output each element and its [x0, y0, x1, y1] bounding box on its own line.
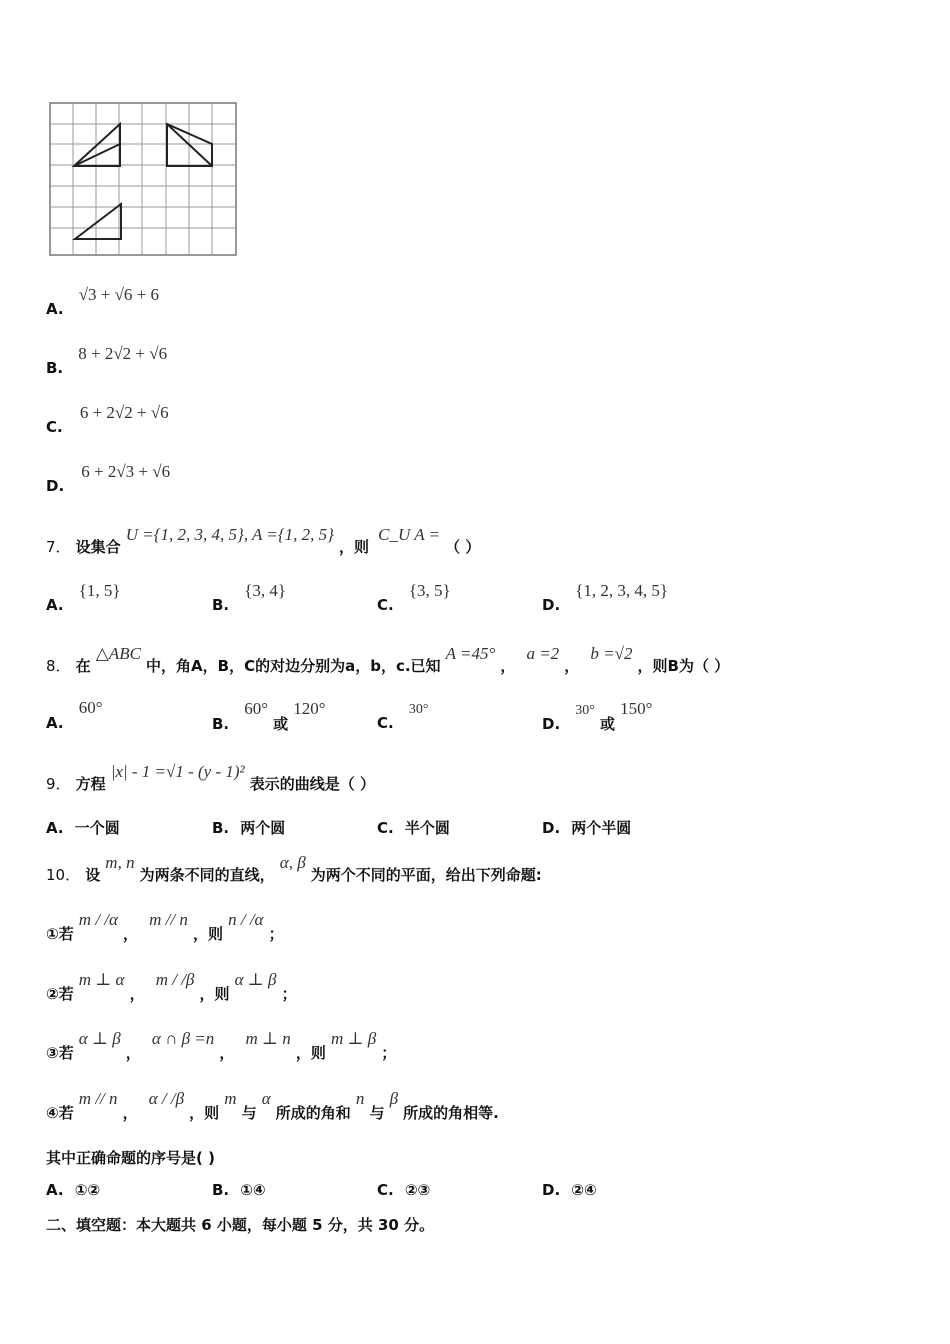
q8-option-c[interactable]: C. 30°	[377, 702, 429, 732]
q8-option-b[interactable]: B. 60° 或 120°	[212, 699, 326, 733]
q6-option-c[interactable]: C. 6 + 2√2 + √6	[46, 403, 169, 436]
q8-triangle: △ABC	[95, 644, 141, 663]
q6-option-c-math: 6 + 2√2 + √6	[79, 403, 169, 422]
q9-option-c[interactable]: C. 半个圆	[377, 819, 450, 837]
q7-stem: 7． 设集合 U ={1, 2, 3, 4, 5}, A ={1, 2, 5} ，则 C_U A = （ ）	[46, 525, 481, 556]
q9-option-a[interactable]: A. 一个圆	[46, 819, 120, 837]
q8-stem: 8． 在 △ABC 中，角A，B，C的对边分别为a，b，c.已知 A =45° ， a =2 ， b =√2 ，则B为（ ）	[46, 644, 730, 675]
q6-option-d-math: 6 + 2√3 + √6	[81, 462, 171, 481]
q7-complement-expr: C_U A =	[378, 525, 440, 544]
q9-equation: |x| - 1 =√1 - (y - 1)²	[110, 762, 245, 781]
q10-proposition-3: ③若 α ⊥ β ， α ∩ β =n ， m ⊥ n ，则 m ⊥ β ；	[46, 1029, 397, 1062]
q8-option-d[interactable]: D. 30° 或 150°	[542, 699, 653, 733]
q10-option-d[interactable]: D. ②④	[542, 1181, 597, 1199]
q10-question: 其中正确命题的序号是( )	[46, 1149, 215, 1167]
q9-stem: 9． 方程 |x| - 1 =√1 - (y - 1)² 表示的曲线是（ ）	[46, 762, 375, 793]
q10-option-b[interactable]: B. ①④	[212, 1181, 266, 1199]
q6-option-b-math: 8 + 2√2 + √6	[78, 344, 168, 363]
top-view-triangle	[75, 204, 121, 239]
q6-option-d[interactable]: D. 6 + 2√3 + √6	[46, 462, 171, 495]
q7-option-c[interactable]: C. {3, 5}	[377, 581, 451, 614]
q6-option-a-math: √3 + √6 + 6	[78, 285, 160, 304]
q6-option-a[interactable]: A. √3 + √6 + 6	[46, 285, 160, 318]
q10-proposition-1: ①若 m / /α ， m // n ，则 n / /α ；	[46, 910, 284, 943]
q6-option-b[interactable]: B. 8 + 2√2 + √6	[46, 344, 168, 377]
section-2-heading: 二、填空题：本大题共 6 小题，每小题 5 分，共 30 分。	[46, 1216, 435, 1234]
q7-option-a[interactable]: A. {1, 5}	[46, 581, 121, 614]
q9-option-b[interactable]: B. 两个圆	[212, 819, 286, 837]
front-view-triangle	[74, 124, 120, 166]
q8-option-a[interactable]: A. 60°	[46, 698, 103, 732]
q9-option-d[interactable]: D. 两个半圆	[542, 819, 632, 837]
q10-proposition-2: ②若 m ⊥ α ， m / /β ，则 α ⊥ β ；	[46, 970, 297, 1003]
q10-option-a[interactable]: A. ①②	[46, 1181, 101, 1199]
q10-stem: 10． 设 m, n 为两条不同的直线， α, β 为两个不同的平面，给出下列命题:	[46, 853, 542, 884]
q7-set-definition: U ={1, 2, 3, 4, 5}, A ={1, 2, 5}	[125, 525, 334, 544]
three-view-grid-figure	[46, 100, 240, 258]
q7-option-d[interactable]: D. {1, 2, 3, 4, 5}	[542, 581, 669, 614]
q10-proposition-4: ④若 m // n ， α / /β ，则 m 与 α 所成的角和 n 与 β 所成的角相等.	[46, 1089, 499, 1122]
q7-option-b[interactable]: B. {3, 4}	[212, 581, 287, 614]
q10-option-c[interactable]: C. ②③	[377, 1181, 431, 1199]
